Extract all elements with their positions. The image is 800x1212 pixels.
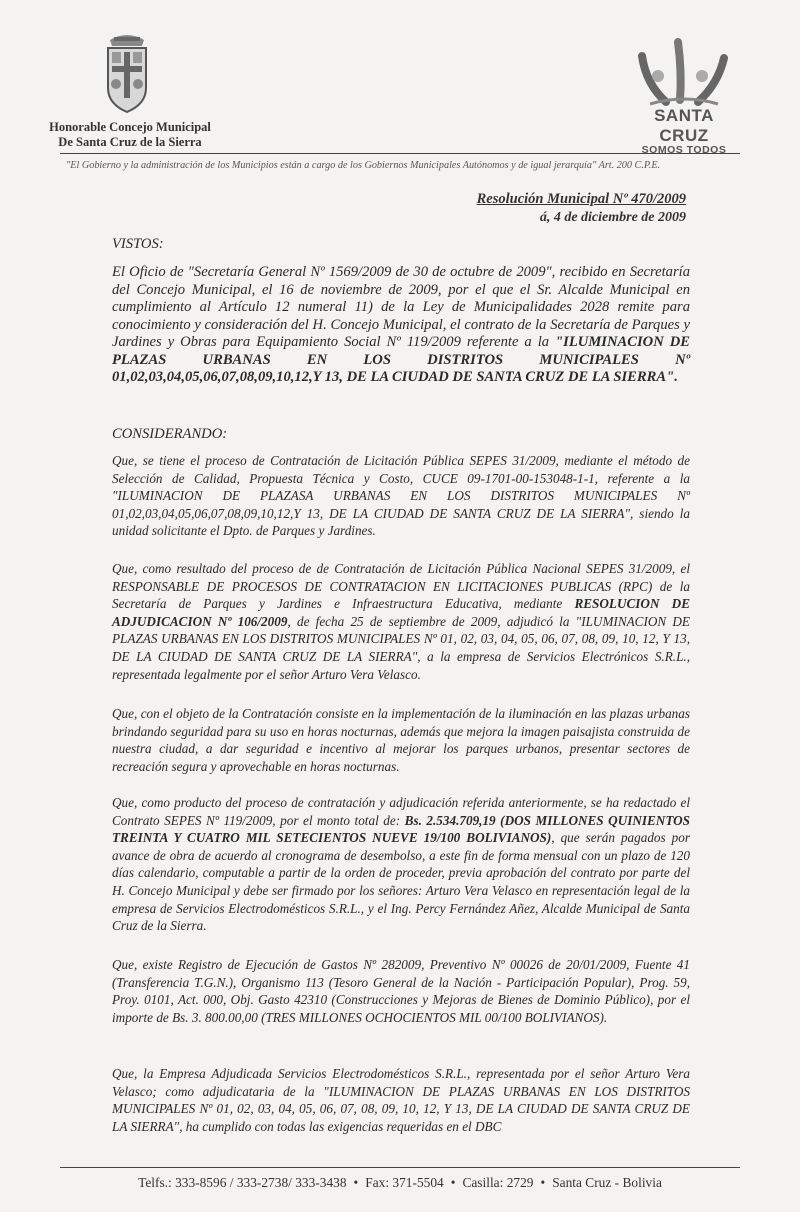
- footer-phones: Telfs.: 333-8596 / 333-2738/ 333-3438: [138, 1175, 347, 1190]
- footer-fax: Fax: 371-5504: [365, 1175, 444, 1190]
- council-line-2: De Santa Cruz de la Sierra: [58, 135, 202, 149]
- vistos-paragraph: [112, 264, 690, 387]
- resolution-date: á, 4 de diciembre de 2009: [539, 210, 686, 225]
- municipal-crest-icon: [102, 32, 152, 114]
- p2-text-b: , de fecha 25 de septiembre de 2009, adjudicó la "ILUMINACION DE PLAZAS URBANAS EN LOS DISTRITOS MUNICIPALES Nº 01, 02, 03, 04, 05, 06, 07, 08, 09, 10, 12, Y 13, DE LA CIUDAD DE SANTA CRUZ DE LA SIERRA", a la empresa de Servicios Electrónicos S.R.L., representada legalmente por el señor Arturo Vera Velasco.: [112, 613, 690, 682]
- footer-contact: [0, 1175, 800, 1191]
- considerando-paragraph-4: [112, 794, 690, 935]
- footer-bullet-icon: •: [353, 1175, 359, 1190]
- considerando-paragraph-3: Que, con el objeto de la Contratación consiste en la implementación de la iluminación en las plazas urbanas brindando seguridad para su uso en horas nocturnas, además que mejora la imagen paisajista construida de nuestra ciudad, a dar seguridad e incentivo al mejorar los parques urbanos, presentar sectores de recreación segura y aprovechable en horas nocturnas.: [112, 706, 690, 774]
- header-divider: [60, 153, 740, 154]
- considerando-paragraph-6: Que, la Empresa Adjudicada Servicios Electrodomésticos S.R.L., representada por el señor Arturo Vera Velasco; como adjudicataria de la "ILUMINACION DE PLAZAS URBANAS EN LOS DISTRITOS MUNICIPALES Nº 01, 02, 03, 04, 05, 06, 07, 08, 09, 10, 12, Y 13, DE LA CIUDAD DE SANTA CRUZ DE LA SIERRA", ha cumplido con todas las exigencias requeridas en el DBC: [112, 1066, 690, 1134]
- footer-bullet-icon: •: [540, 1175, 546, 1190]
- p4-text-a: Que, como producto del proceso de contratación y adjudicación referida anteriormente, se ha redactado el Contrato SEPES Nº 119/2009, por el monto total de:: [112, 795, 690, 828]
- vistos-heading: VISTOS:: [112, 236, 164, 252]
- logo-slogan: SOMOS TODOS: [641, 144, 727, 156]
- p2-resolution-ref: RESOLUCION DE ADJUDICACION Nº 106/2009: [112, 596, 690, 629]
- footer-bullet-icon: •: [450, 1175, 456, 1190]
- logo-title: SANTA CRUZ: [654, 106, 714, 145]
- constitution-quote: "El Gobierno y la administración de los Municipios están a cargo de los Gobiernos Municipales Autónomos y de igual jerarquía" Art. 200 C.P.E.: [66, 160, 661, 171]
- footer-city: Santa Cruz - Bolivia: [552, 1175, 662, 1190]
- footer-casilla: Casilla: 2729: [462, 1175, 534, 1190]
- council-line-1: Honorable Concejo Municipal: [49, 120, 211, 134]
- considerando-heading: CONSIDERANDO:: [112, 426, 228, 442]
- santa-cruz-logo-text: [632, 106, 736, 156]
- considerando-paragraph-2: [112, 560, 690, 683]
- p4-amount: Bs. 2.534.709,19 (DOS MILLONES QUINIENTOS TREINTA Y CUATRO MIL SETECIENTOS NUEVE 19/100 BOLIVIANOS): [112, 812, 690, 846]
- council-name: [40, 120, 220, 150]
- vistos-text: El Oficio de "Secretaría General Nº 1569/2009 de 30 de octubre de 2009", recibido en Secretaría del Concejo Municipal, el 16 de noviembre de 2009, por el que el Sr. Alcalde Municipal en cumplimiento al Artículo 12 numeral 11) de la Ley de Municipalidades 2028 remite para conocimiento y consideración del H. Concejo Municipal, el contrato de la Secretaría de Parques y Jardines y Obras para Equipamiento Social Nº 119/2009 referente a la: [112, 264, 690, 350]
- considerando-paragraph-1: Que, se tiene el proceso de Contratación de Licitación Pública SEPES 31/2009, mediante el método de Selección de Calidad, Propuesta Técnica y Costo, CUCE 09-1701-00-153048-1-1, referente a la "ILUMINACION DE PLAZASA URBANAS EN LOS DISTRITOS MUNICIPALES Nº 01,02,03,04,05,06,07,08,09,10,12,Y 13, DE LA CIUDAD DE SANTA CRUZ DE LA SIERRA", siendo la unidad solicitante el Dpto. de Parques y Jardines.: [112, 453, 690, 539]
- resolution-title: Resolución Municipal Nº 470/2009: [476, 191, 686, 207]
- footer-divider: [60, 1167, 740, 1168]
- p2-text-a: Que, como resultado del proceso de de Contratación de Licitación Pública Nacional SEPES 31/2009, el RESPONSABLE DE PROCESOS DE CONTRATACION EN LICITACIONES PUBLICAS (RPC) de la Secretaría de Parques y Jardines e Infraestructura Educativa, mediante: [112, 561, 690, 612]
- p4-text-b: , que serán pagados por avance de obra de acuerdo al cronograma de desembolso, a este fin de forma mensual con un plazo de 120 días calendario, computable a partir de la orden de proceder, previa aprobación del contrato por parte del H. Concejo Municipal y debe ser firmado por los señores: Arturo Vera Velasco en representación legal de la empresa de Servicios Electrodomésticos S.R.L., y el Ing. Percy Fernández Añez, Alcalde Municipal de Santa Cruz de la Sierra.: [112, 830, 690, 934]
- considerando-paragraph-5: Que, existe Registro de Ejecución de Gastos Nº 282009, Preventivo Nº 00026 de 20/01/2009, Fuente 41 (Transferencia T.G.N.), Organismo 113 (Tesoro General de la Nación - Participación Popular), Prog. 59, Proy. 0101, Act. 000, Obj. Gasto 42310 (Construcciones y Mejoras de Bienes de Dominio Público), por el importe de Bs. 3. 800.00,00 (TRES MILLONES OCHOCIENTOS MIL 00/100 BOLIVIANOS).: [112, 957, 690, 1025]
- vistos-bold-title: "ILUMINACION DE PLAZAS URBANAS EN LOS DISTRITOS MUNICIPALES Nº 01,02,03,04,05,06,07,08,09,10,12,Y 13, DE LA CIUDAD DE SANTA CRUZ DE LA SIERRA".: [112, 334, 690, 385]
